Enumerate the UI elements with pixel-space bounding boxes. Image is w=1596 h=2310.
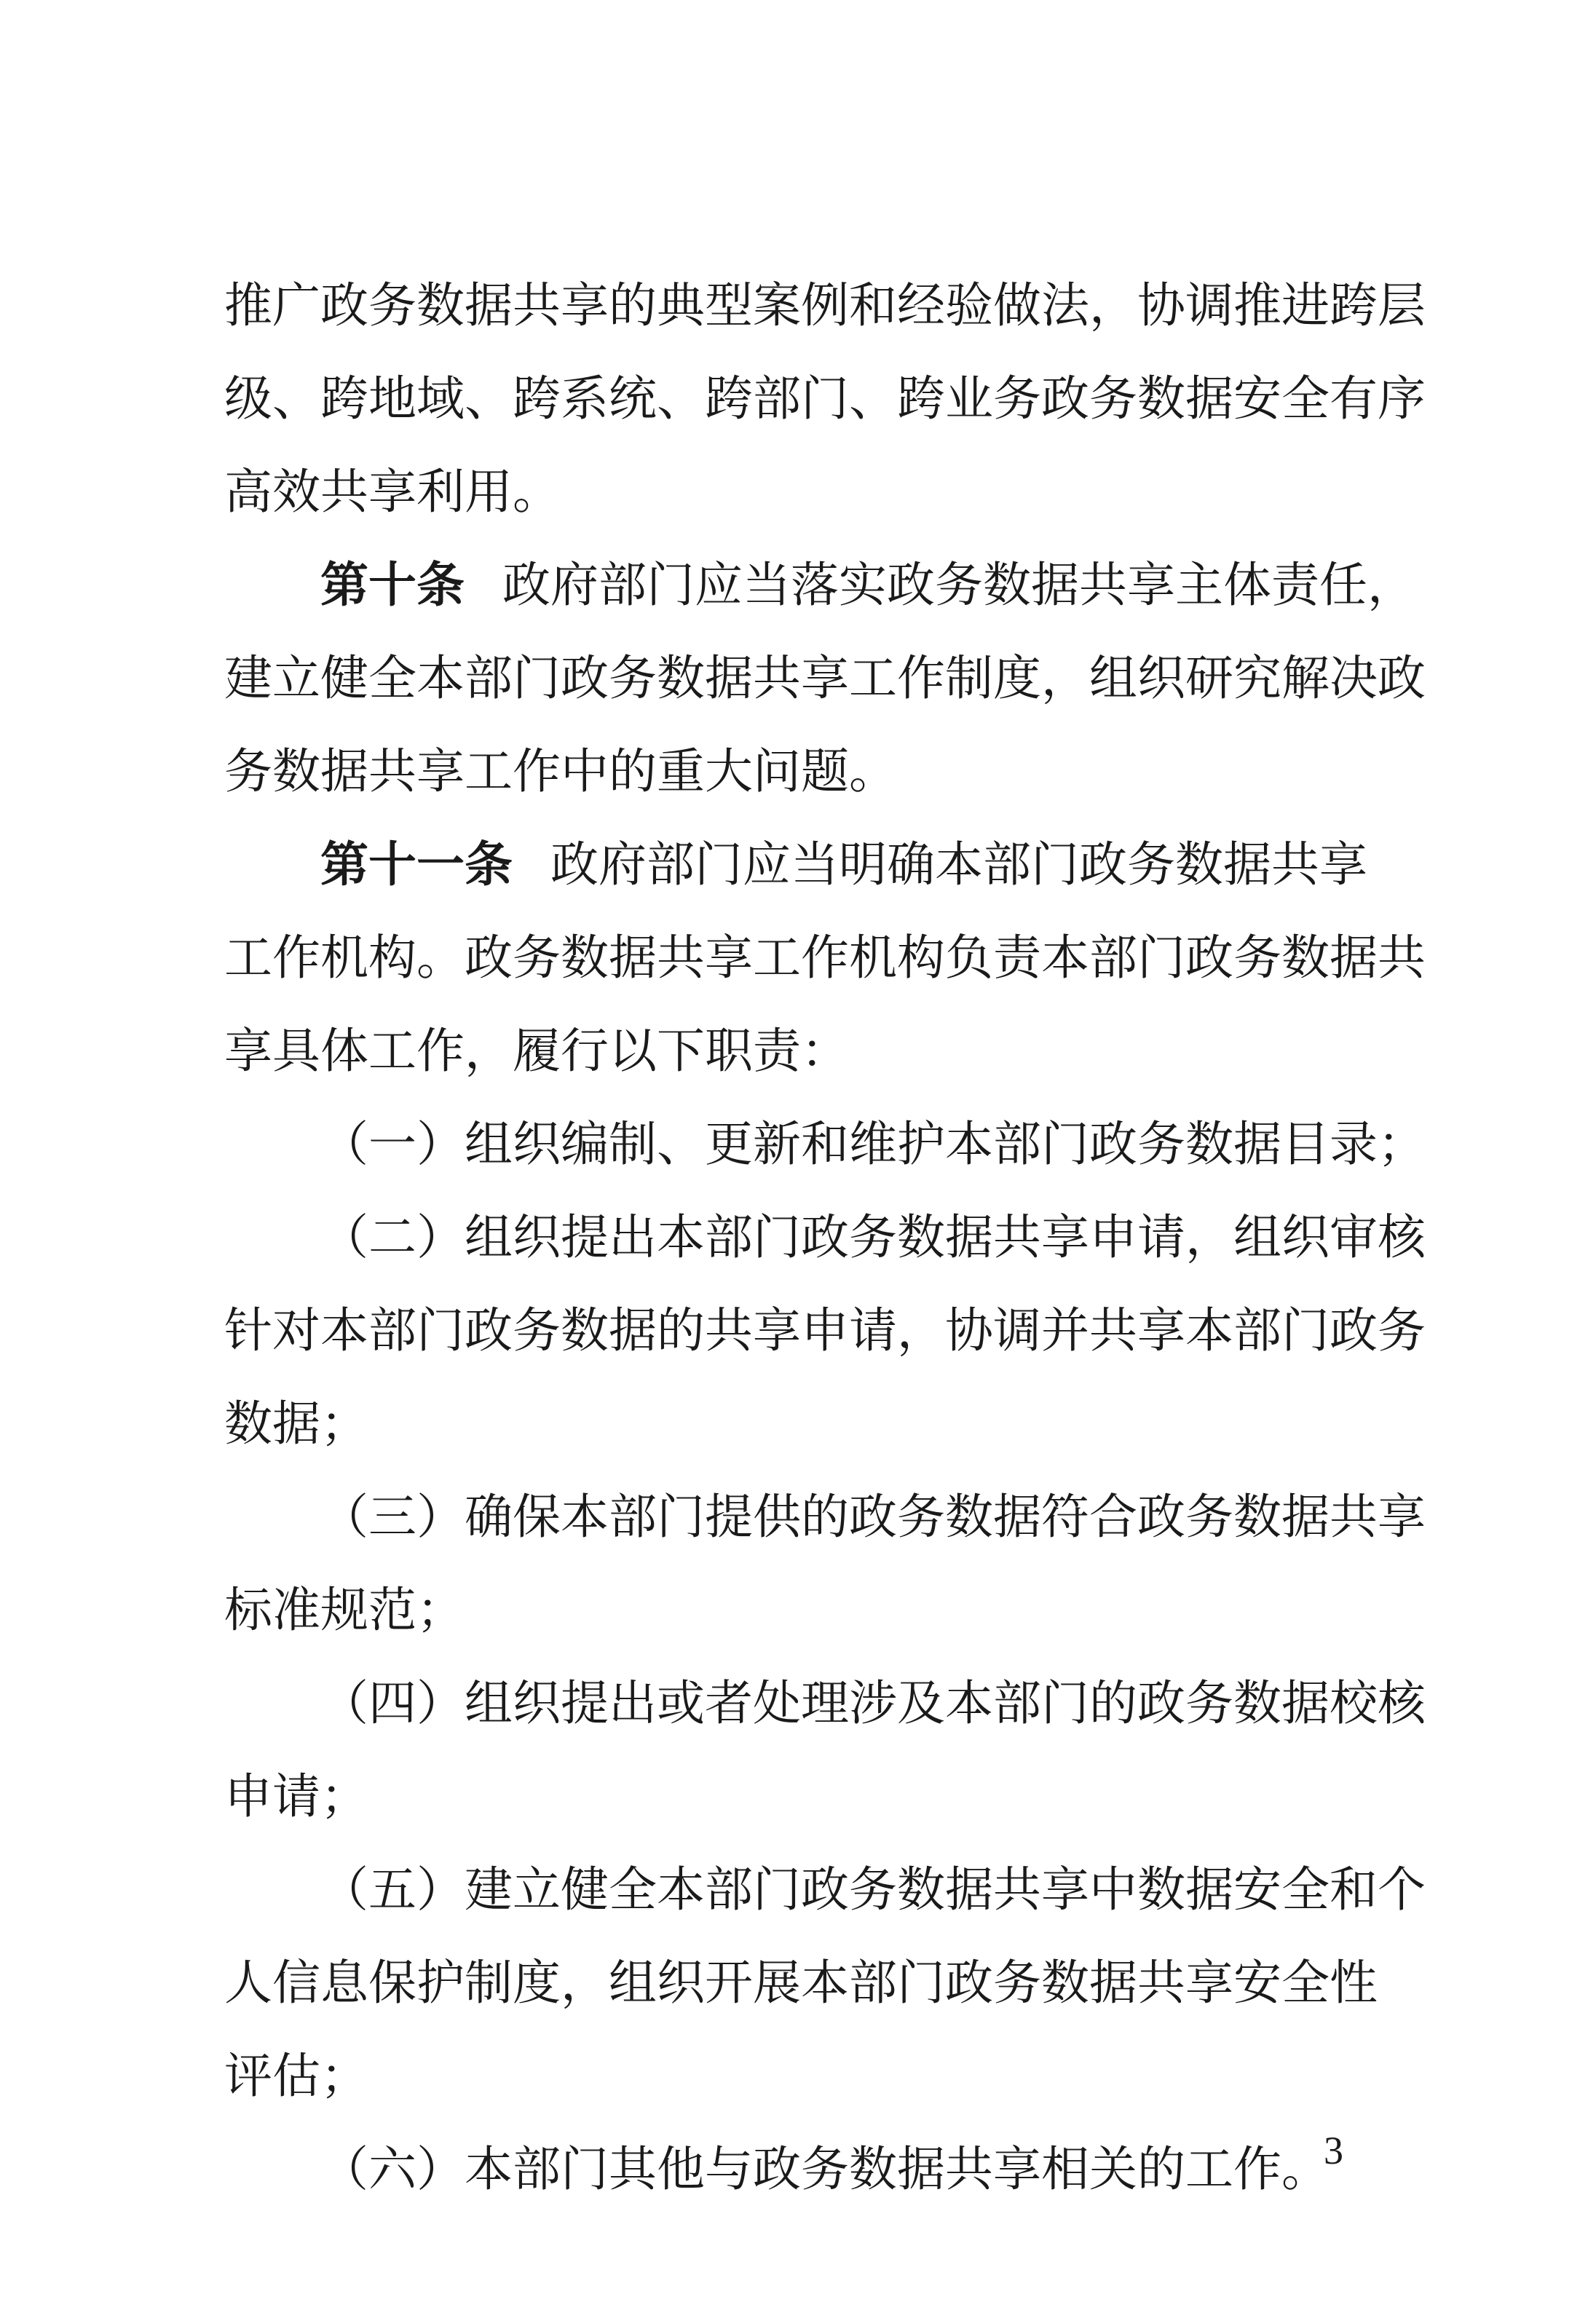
list-item-3-line: 标准规范； [224,1582,465,1638]
article-10-label: 第十条 [320,557,465,613]
paragraph-line: 享具体工作，履行以下职责： [224,1023,849,1079]
paragraph-line: 推广政务数据共享的典型案例和经验做法，协调推进跨层 [224,277,1426,333]
list-item-4-line: （四）组织提出或者处理涉及本部门的政务数据校核 [320,1675,1426,1731]
list-item-5-line: 人信息保护制度，组织开展本部门政务数据共享安全性 [224,1955,1378,2011]
list-item-2-line: 数据； [224,1396,368,1452]
list-item-3-line: （三）确保本部门提供的政务数据符合政务数据共享 [320,1489,1426,1545]
list-item-4-line: 申请； [224,1768,368,1824]
article-10-first-line [224,539,1415,632]
list-item-2-line: 针对本部门政务数据的共享申请，协调并共享本部门政务 [224,1302,1426,1358]
article-11-first-line [224,818,1378,911]
list-item-5-line: 评估； [224,2048,368,2104]
paragraph-line: 务数据共享工作中的重大问题。 [224,743,897,799]
list-item-6-line: （六）本部门其他与政务数据共享相关的工作。 [320,2141,1330,2197]
list-item-1-line: （一）组织编制、更新和维护本部门政务数据目录； [320,1116,1426,1172]
article-10-text: 政府部门应当落实政务数据共享主体责任， [502,557,1415,613]
paragraph-line: 高效共享利用。 [224,464,561,520]
paragraph-line: 级、跨地域、跨系统、跨部门、跨业务政务数据安全有序 [224,371,1426,427]
list-item-2-line: （二）组织提出本部门政务数据共享申请，组织审核 [320,1209,1426,1265]
article-11-text: 政府部门应当明确本部门政务数据共享 [550,836,1367,893]
list-item-5-line: （五）建立健全本部门政务数据共享中数据安全和个 [320,1862,1426,1918]
document-body [224,259,1426,2216]
article-11-label: 第十一条 [320,836,513,893]
paragraph-line: 工作机构。政务数据共享工作机构负责本部门政务数据共 [224,930,1426,986]
paragraph-line: 建立健全本部门政务数据共享工作制度，组织研究解决政 [224,650,1426,706]
page-number: 3 [1324,2129,1343,2172]
